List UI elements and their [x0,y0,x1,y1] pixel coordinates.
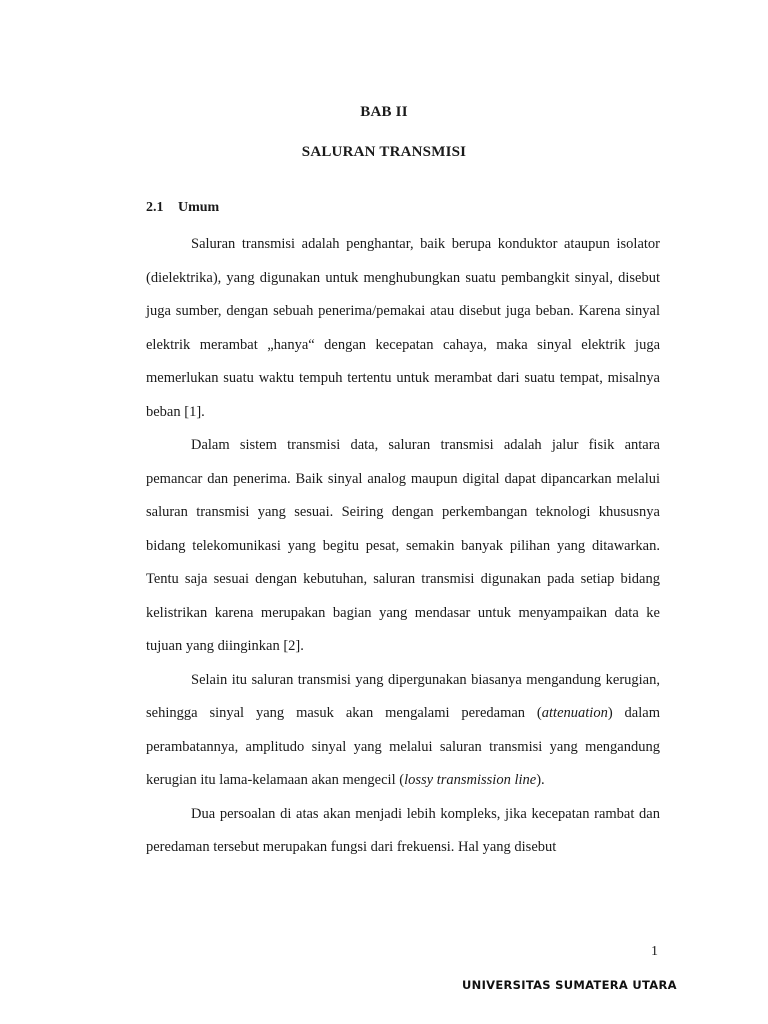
chapter-title: SALURAN TRANSMISI [301,144,467,160]
footer-university: UNIVERSITAS SUMATERA UTARA [462,978,677,992]
paragraph-text: ) dalam perambatannya, amplitudo sinyal yang melalui saluran transmisi yang mengandung kerugian itu lama-kelamaan akan mengecil ( [146,705,660,788]
italic-term: lossy transmission line [404,772,537,788]
section-heading [146,200,219,216]
body-text [146,228,660,865]
section-title: Umum [178,200,220,215]
paragraph-text: Saluran transmisi adalah penghantar, baik berupa konduktor ataupun isolator (dielektrika), yang digunakan untuk menghubungkan suatu pembangkit sinyal, disebut juga sumber, dengan sebuah penerima/pemakai atau disebut juga beban. Karena sinyal elektrik merambat „hanya“ dengan kecepatan cahaya, maka sinyal elektrik juga memerlukan suatu waktu tempuh tertentu untuk merambat dari suatu tempat, misalnya beban [1]. [146,236,660,420]
paragraph-text: Dalam sistem transmisi data, saluran transmisi adalah jalur fisik antara pemancar dan penerima. Baik sinyal analog maupun digital dapat dipancarkan melalui saluran transmisi yang sesuai. Seiring dengan perkembangan teknologi khususnya bidang telekomunikasi yang begitu pesat, semakin banyak pilihan yang ditawarkan. Tentu saja sesuai dengan kebutuhan, saluran transmisi digunakan pada setiap bidang kelistrikan karena merupakan bagian yang mendasar untuk menyampaikan data ke tujuan yang diinginkan [2]. [146,437,660,654]
chapter-number: BAB II [360,104,408,120]
page-number: 1 [651,944,658,959]
paragraph-text: ). [536,772,545,788]
section-number: 2.1 [146,200,164,215]
paragraph-2 [146,429,660,664]
paragraph-1 [146,228,660,429]
paragraph-4 [146,798,660,865]
paragraph-text: Dua persoalan di atas akan menjadi lebih kompleks, jika kecepatan rambat dan peredaman tersebut merupakan fungsi dari frekuensi. Hal yang disebut [146,805,660,855]
italic-term: attenuation [541,705,608,721]
paragraph-text: Selain itu saluran transmisi yang dipergunakan biasanya mengandung kerugian, sehingga sinyal yang masuk akan mengalami peredaman ( [146,671,660,721]
paragraph-3 [146,664,660,798]
